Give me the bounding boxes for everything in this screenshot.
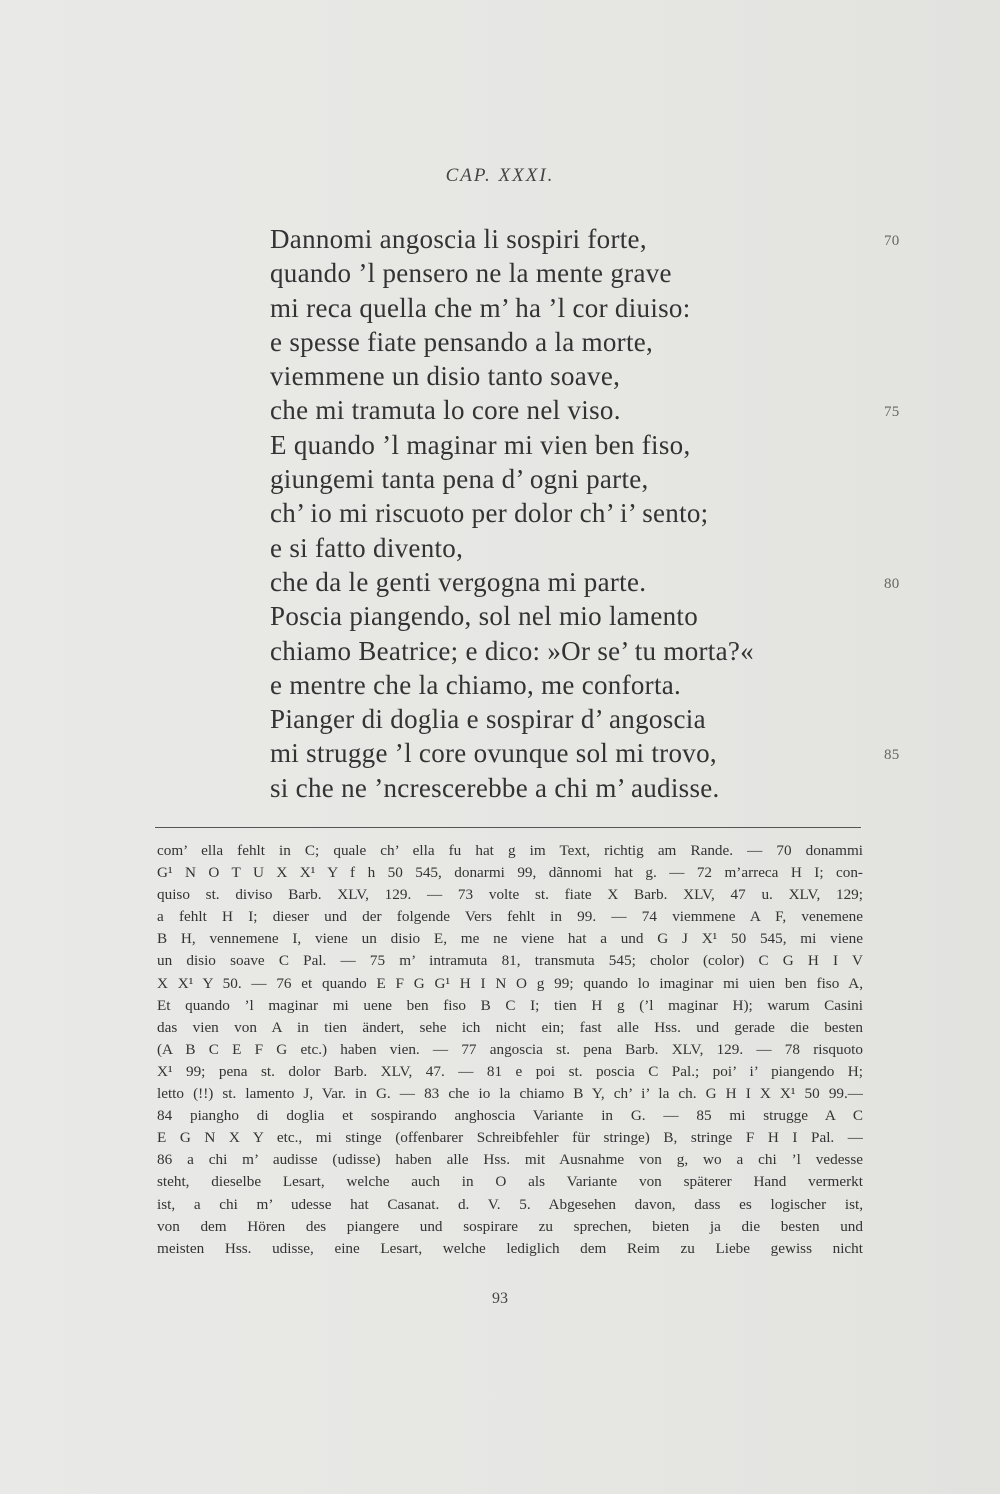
verse-line: Dannomi angoscia li sospiri forte, 70 — [270, 222, 910, 256]
apparatus-line: a fehlt H I; dieser und der folgende Vers fehlt in 99. — 74 viemmene A F, venemene — [157, 908, 863, 926]
verse-number: 80 — [884, 575, 900, 592]
verse-number: 75 — [884, 404, 900, 421]
apparatus-line: das vien von A in tien ändert, sehe ich nicht ein; fast alle Hss. und gerade die besten — [157, 1018, 863, 1036]
critical-apparatus — [157, 840, 863, 1260]
verse-line: Poscia piangendo, sol nel mio lamento — [270, 601, 699, 632]
verse-line: che mi tramuta lo core nel viso. 75 — [270, 393, 910, 427]
apparatus-line: com’ ella fehlt in C; quale ch’ ella fu hat g im Text, richtig am Rande. — 70 donammi — [157, 842, 863, 859]
verse-line: mi reca quella che m’ ha ’l cor diuiso: — [270, 292, 691, 323]
apparatus-line: E G N X Y etc., mi stinge (offenbarer Schreibfehler für stringe) B, stringe F H I Pal. — — [157, 1129, 863, 1147]
apparatus-line: un disio soave C Pal. — 75 m’ intramuta 81, transmuta 545; cholor (color) C G H I V — [157, 952, 863, 970]
apparatus-line: Et quando ’l maginar mi uene ben fiso B C I; tien H g (’l maginar H); warum Casini — [157, 996, 863, 1014]
verse-line: e mentre che la chiamo, me conforta. — [270, 669, 682, 700]
apparatus-line: X¹ 99; pena st. dolor Barb. XLV, 47. — 81 e poi st. poscia C Pal.; poi’ i’ piangendo H; — [157, 1062, 863, 1080]
verse-line: si che ne ’ncrescerebbe a chi m’ audisse. — [270, 772, 720, 803]
poem-text — [270, 222, 910, 805]
apparatus-line: steht, dieselbe Lesart, welche auch in O als Variante von späterer Hand vermerkt — [157, 1173, 863, 1191]
verse-number: 70 — [884, 233, 900, 249]
chapter-heading: CAP. XXXI. — [445, 165, 555, 186]
verse-line: viemmene un disio tanto soave, — [270, 361, 621, 392]
apparatus-line: meisten Hss. udisse, eine Lesart, welche lediglich dem Reim zu Liebe gewiss nicht — [157, 1239, 863, 1257]
footnote-divider — [155, 827, 861, 828]
apparatus-line: von dem Hören des piangere und sospirare zu sprechen, bieten ja die besten und — [157, 1217, 863, 1235]
verse-line: chiamo Beatrice; e dico: »Or se’ tu morta?« — [270, 635, 754, 666]
verse-line: giungemi tanta pena d’ ogni parte, — [270, 464, 649, 495]
verse-line: quando ’l pensero ne la mente grave — [270, 258, 672, 289]
verse-line: e spesse fiate pensando a la morte, — [270, 326, 654, 357]
apparatus-line: X X¹ Y 50. — 76 et quando E F G G¹ H I N O g 99; quando lo imaginar mi uien ben fiso A, — [157, 974, 863, 992]
verse-line: E quando ’l maginar mi vien ben fiso, — [270, 429, 691, 460]
verse-line: mi strugge ’l core ovunque sol mi trovo, 85 — [270, 736, 910, 770]
apparatus-line: 84 piangho di doglia et sospirando anghoscia Variante in G. — 85 mi strugge A C — [157, 1107, 863, 1125]
apparatus-line: G¹ N O T U X X¹ Y f h 50 545, donarmi 99, dãnnomi hat g. — 72 m’arreca H I; con- — [157, 864, 863, 882]
apparatus-line: ist, a chi m’ udesse hat Casanat. d. V. 5. Abgesehen davon, dass es logischer ist, — [157, 1195, 863, 1213]
apparatus-line: (A B C E F G etc.) haben vien. — 77 angoscia st. pena Barb. XLV, 129. — 78 risquoto — [157, 1040, 863, 1058]
verse-number: 85 — [884, 747, 900, 764]
verse-line: e si fatto divento, — [270, 532, 464, 563]
verse-line: che da le genti vergogna mi parte. 80 — [270, 565, 910, 599]
verse-line: ch’ io mi riscuoto per dolor ch’ i’ sento; — [270, 498, 709, 529]
apparatus-line: letto (!!) st. lamento J, Var. in G. — 83 che io la chiamo B Y, ch’ i’ la ch. G H I X X¹ 50 99.— — [157, 1085, 863, 1103]
verse-line: Pianger di doglia e sospirar d’ angoscia — [270, 704, 706, 735]
apparatus-line: 86 a chi m’ audisse (udisse) haben alle Hss. mit Ausnahme von g, wo a chi ’l vedesse — [157, 1151, 863, 1169]
page-number: 93 — [492, 1290, 508, 1307]
apparatus-line: quiso st. diviso Barb. XLV, 129. — 73 volte st. fiate X Barb. XLV, 47 u. XLV, 129; — [157, 886, 863, 904]
apparatus-line: B H, vennemene I, viene un disio E, me ne viene hat a und G J X¹ 50 545, mi viene — [157, 930, 863, 948]
